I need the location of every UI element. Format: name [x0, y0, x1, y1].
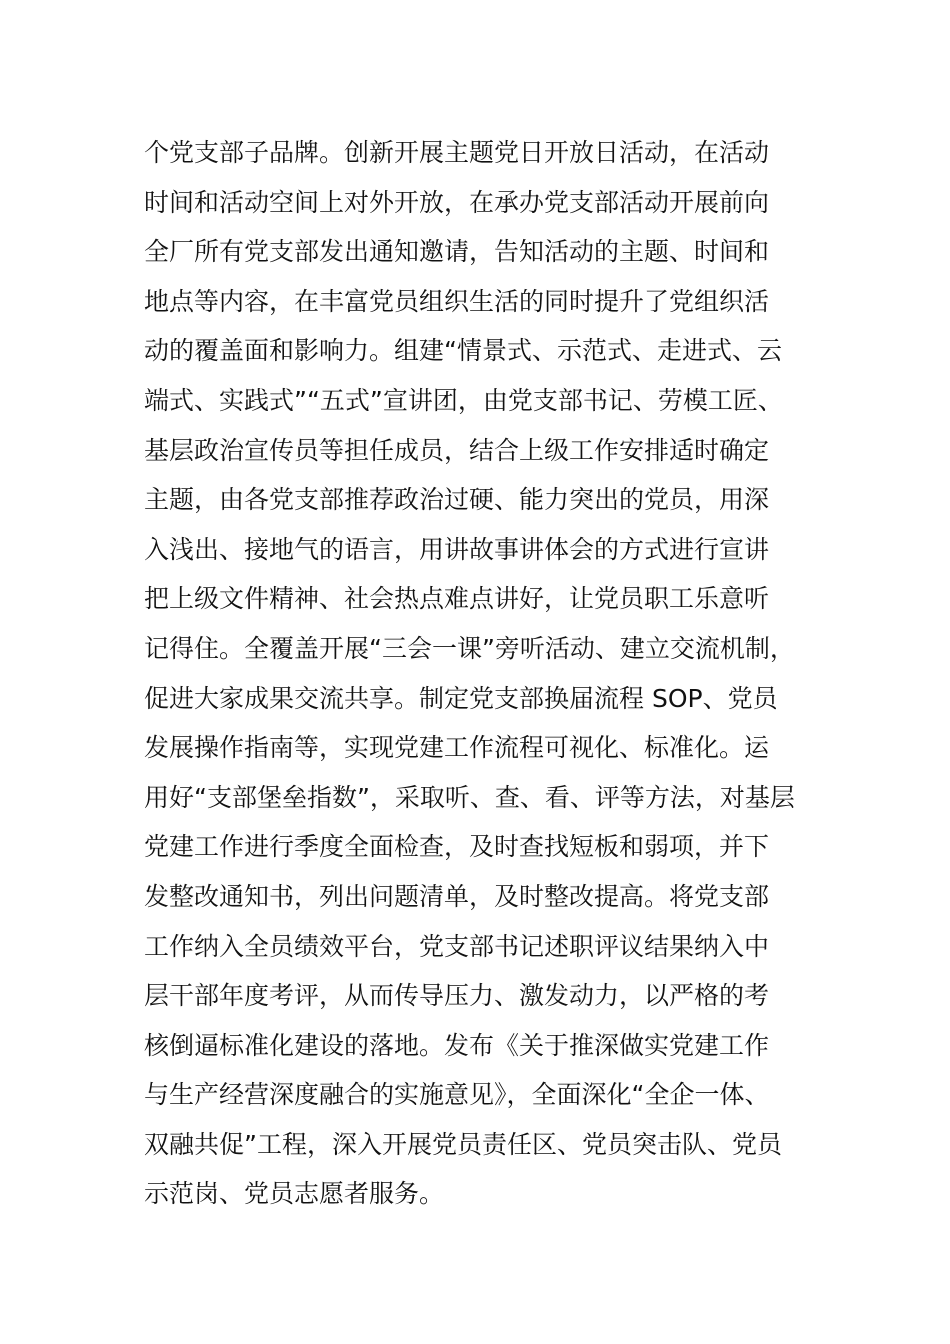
text-line-16: 发整改通知书，列出问题清单，及时整改提高。将党支部 [144, 881, 770, 911]
text-line-17: 工作纳入全员绩效平台，党支部书记述职评议结果纳入中 [144, 931, 770, 961]
text-line-8: 主题，由各党支部推荐政治过硬、能力突出的党员，用深 [144, 485, 770, 515]
text-line-11: 记得住。全覆盖开展“三会一课”旁听活动、建立交流机制， [144, 633, 795, 663]
text-line-18: 层干部年度考评，从而传导压力、激发动力，以严格的考 [144, 981, 770, 1011]
text-line-14: 用好“支部堡垒指数”，采取听、查、看、评等方法，对基层 [144, 782, 795, 812]
text-line-12: 促进大家成果交流共享。制定党支部换届流程 SOP、党员 [144, 683, 778, 713]
text-line-2: 时间和活动空间上对外开放，在承办党支部活动开展前向 [144, 187, 770, 217]
text-line-1: 个党支部子品牌。创新开展主题党日开放日活动，在活动 [144, 138, 770, 167]
text-line-5: 动的覆盖面和影响力。组建“情景式、示范式、走进式、云 [144, 336, 782, 366]
text-line-3: 全厂所有党支部发出通知邀请，告知活动的主题、时间和 [144, 237, 770, 267]
text-line-4: 地点等内容，在丰富党员组织生活的同时提升了党组织活 [144, 286, 770, 316]
text-line-10: 把上级文件精神、社会热点难点讲好，让党员职工乐意听 [144, 584, 770, 614]
text-line-13: 发展操作指南等，实现党建工作流程可视化、标准化。运 [144, 733, 770, 763]
text-line-15: 党建工作进行季度全面检查，及时查找短板和弱项，并下 [144, 832, 770, 862]
text-line-9: 入浅出、接地气的语言，用讲故事讲体会的方式进行宣讲 [144, 534, 770, 564]
text-line-22: 示范岗、党员志愿者服务。 [144, 1179, 445, 1209]
text-line-19: 核倒逼标准化建设的落地。发布《关于推深做实党建工作 [144, 1030, 770, 1060]
text-line-20: 与生产经营深度融合的实施意见》，全面深化“全企一体、 [144, 1080, 770, 1110]
text-line-7: 基层政治宣传员等担任成员，结合上级工作安排适时确定 [144, 435, 770, 465]
text-line-21: 双融共促”工程，深入开展党员责任区、党员突击队、党员 [144, 1129, 782, 1159]
text-line-6: 端式、实践式”“五式”宣讲团，由党支部书记、劳模工匠、 [144, 385, 783, 415]
body-paragraph [144, 128, 824, 1219]
